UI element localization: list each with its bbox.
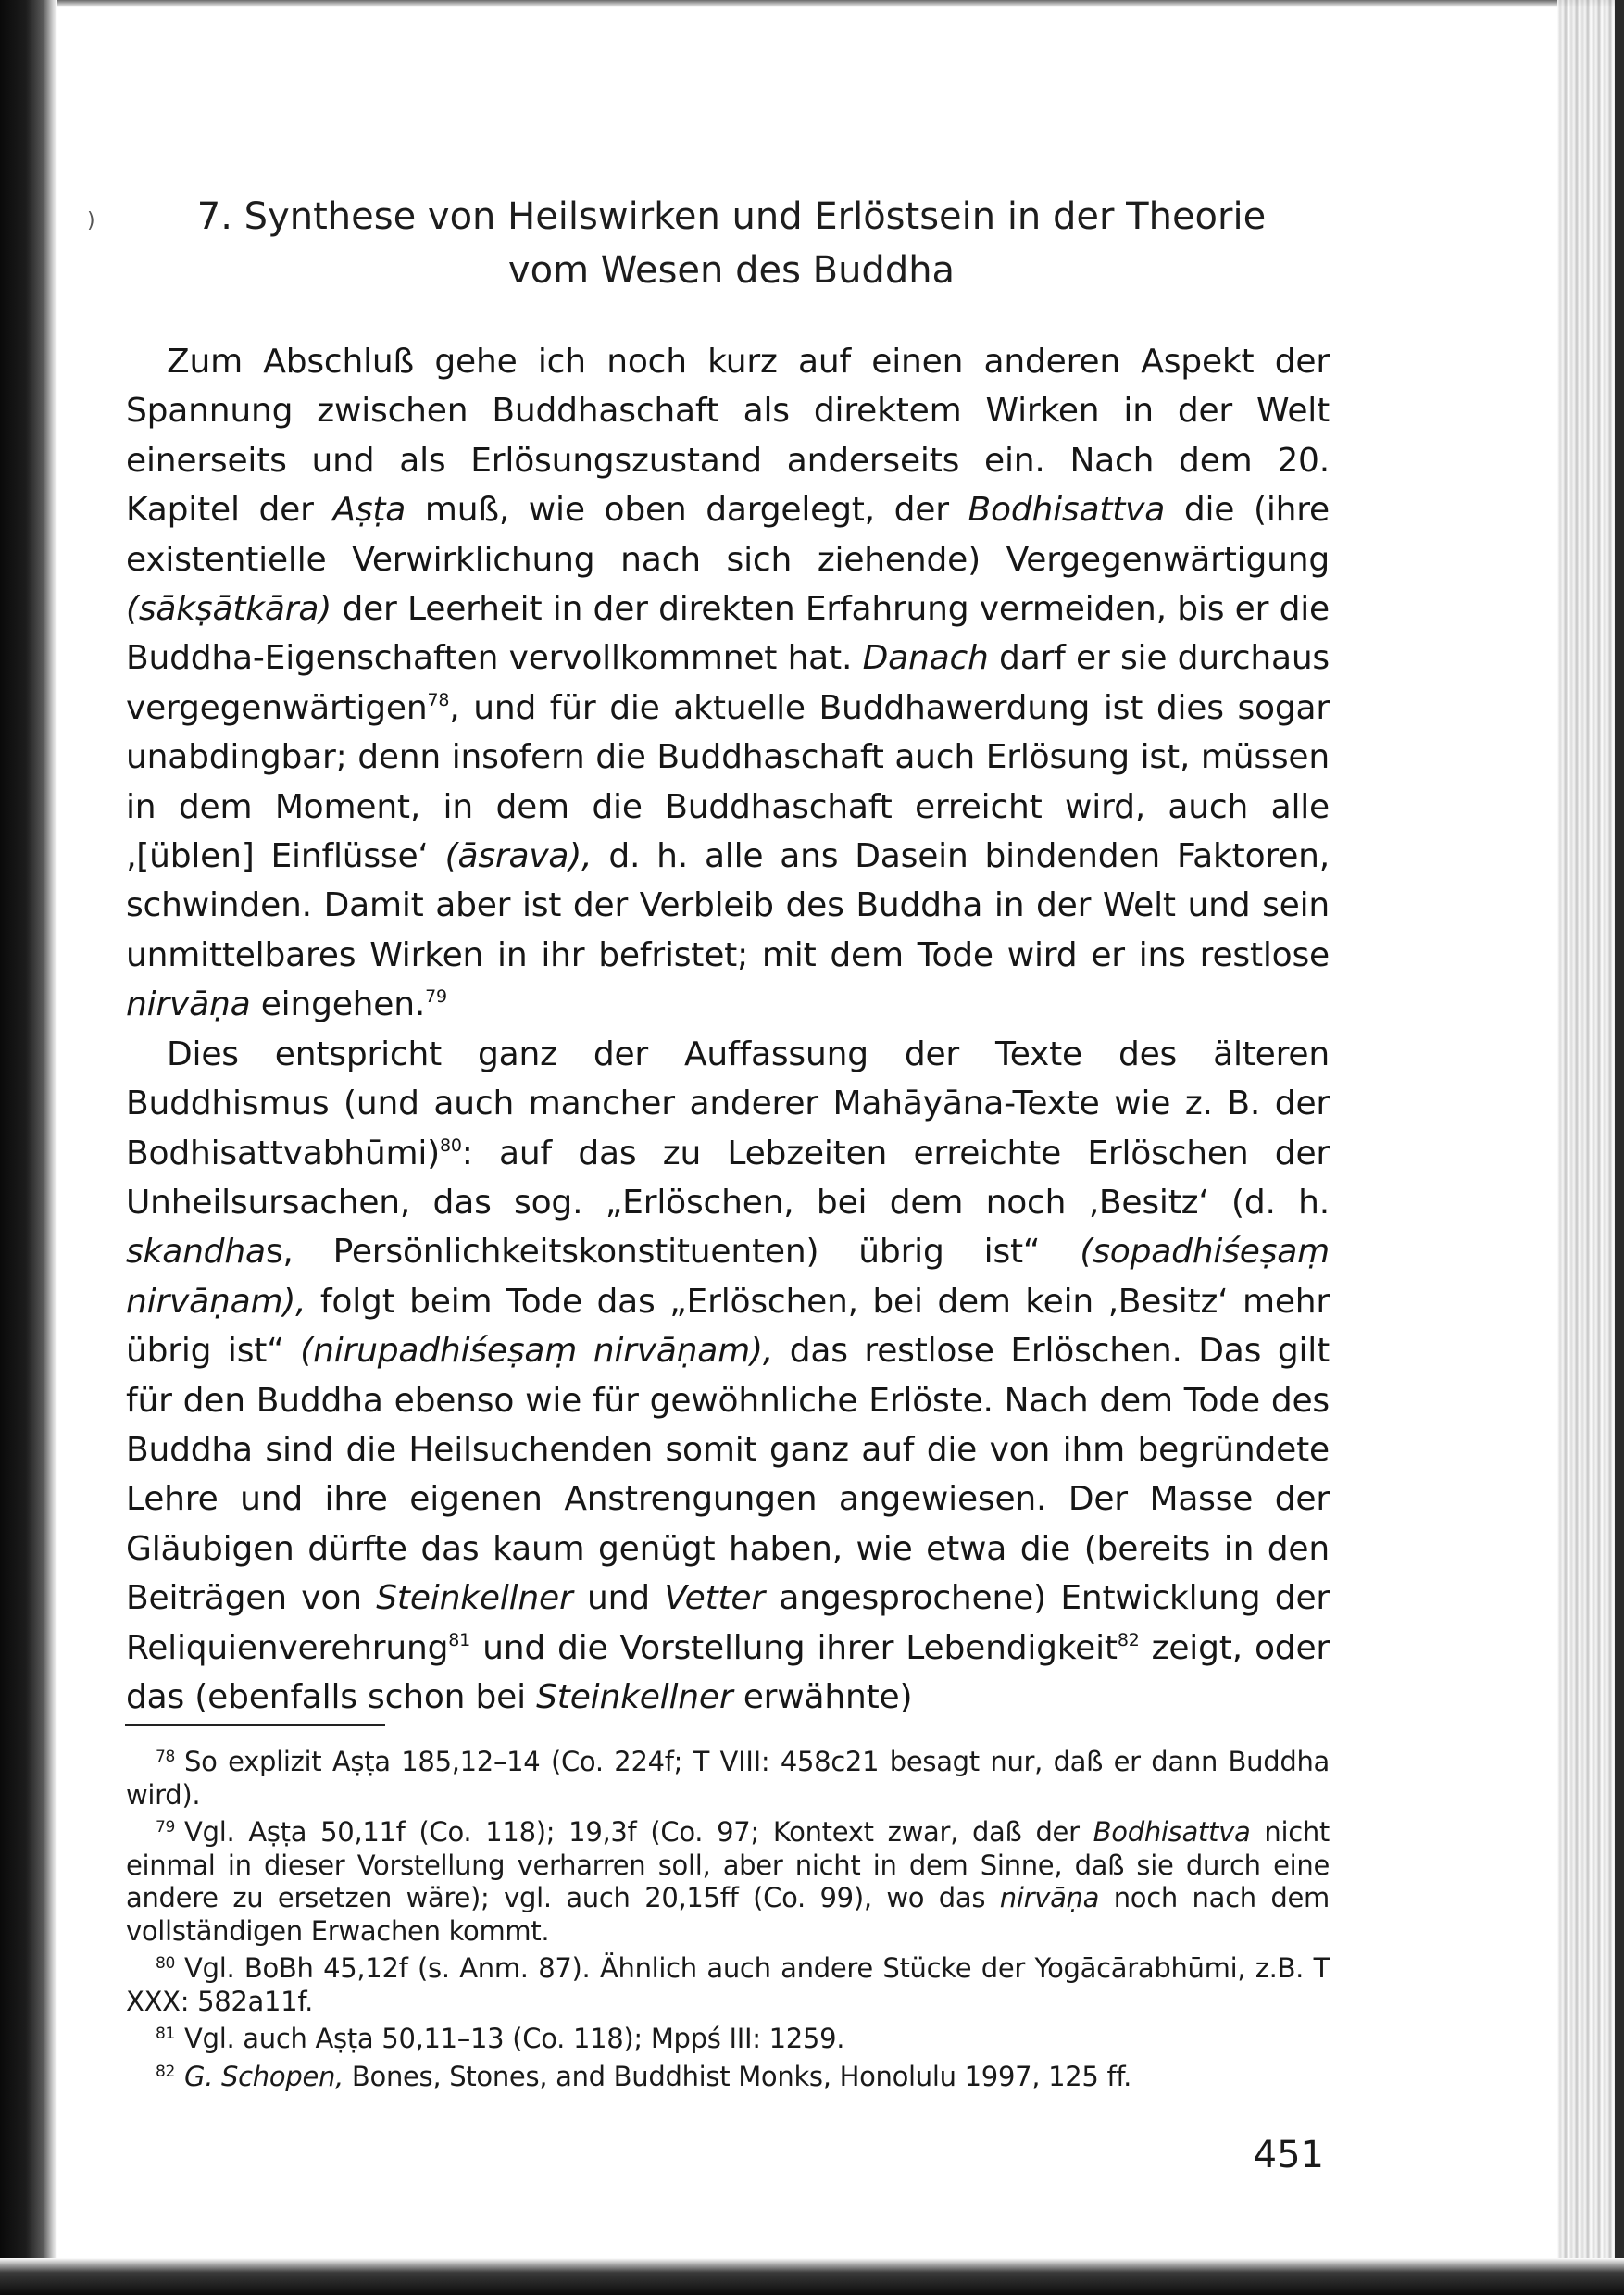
footnote-ref-79: 79 bbox=[425, 986, 447, 1008]
scan-bottom-edge bbox=[0, 2258, 1624, 2295]
footnotes bbox=[126, 1741, 1330, 2093]
main-text bbox=[126, 337, 1330, 1722]
footnote-80: $^{80}$ Vgl. BoBh 45,12f (s. Anm. 87). Ähnlich auch andere Stücke der Yogācārabhūmi, z.B. T XXX: 582a11f. bbox=[126, 1952, 1330, 2017]
footnote-81: $^{81}$ Vgl. auch Aṣṭa 50,11–13 (Co. 118); Mppś III: 1259. bbox=[156, 2023, 845, 2054]
heading-line-2: vom Wesen des Buddha bbox=[507, 249, 956, 292]
footnote-79: $^{79}$ Vgl. Aṣṭa 50,11f (Co. 118); 19,3f (Co. 97; Kontext zwar, daß der Bodhisattva nicht einmal in dieser Vorstellung verharren soll, aber nicht in dem Sinne, daß sie durch eine andere zu ersetzen wäre); vgl. auch 20,15ff (Co. 99), wo das nirvāṇa noch nach dem vollständigen Erwachen kommt. bbox=[126, 1816, 1330, 1947]
footnote-ref-80: 80 bbox=[440, 1135, 462, 1156]
footnote-82: $^{82}$ G. Schopen, Bones, Stones, and Buddhist Monks, Honolulu 1997, 125 ff. bbox=[156, 2060, 1132, 2092]
section-heading bbox=[167, 190, 1296, 297]
footnote-divider bbox=[125, 1724, 385, 1726]
scan-binding-shadow bbox=[0, 0, 57, 2295]
paragraph-1: Zum Abschluß gehe ich noch kurz auf einen anderen Aspekt der Spannung zwischen Buddhaschaft als direktem Wirken in der Welt einerseits und als Erlösungszustand anderseits ein. Nach dem 20. Kapitel der Aṣṭa muß, wie oben dargelegt, der Bodhisattva die (ihre existentielle Verwirklichung nach sich ziehende) Vergegenwärtigung (sākṣātkāra) der Leerheit in der direkten Erfahrung vermeiden, bis er die Buddha-Eigenschaften vervollkommnet hat. Danach darf er sie durchaus vergegenwärtigen$^{78}$, und für die aktuelle Buddhawerdung ist dies sogar unabdingbar; denn insofern die Buddhaschaft auch Erlösung ist, müssen in dem Moment, in dem die Buddhaschaft erreicht wird, auch alle ‚[üblen] Einflüsse‘ (āsrava), d. h. alle ans Dasein bindenden Faktoren, schwinden. Damit aber ist der Verbleib des Buddha in der Welt und sein unmittelbares Wirken in ihr befristet; mit dem Tode wird er ins restlose nirvāṇa eingehen.$^{79}$ bbox=[126, 343, 1330, 1024]
footnote-78: $^{78}$ So explizit Aṣṭa 185,12–14 (Co. 224f; T VIII: 458c21 besagt nur, daß er dann Buddha wird). bbox=[126, 1746, 1330, 1811]
paragraph-2: Dies entspricht ganz der Auffassung der Texte des älteren Buddhismus (und auch mancher anderer Mahāyāna-Texte wie z. B. der Bodhisattvabhūmi)$^{80}$: auf das zu Lebzeiten erreichte Erlöschen der Unheilsursachen, das sog. „Erlöschen, bei dem noch ‚Besitz‘ (d. h. skandhas, Persönlichkeitskonstituenten) übrig ist“ (sopadhiśeṣaṃ nirvāṇam), folgt beim Tode das „Erlöschen, bei dem kein ‚Besitz‘ mehr übrig ist“ (nirupadhiśeṣaṃ nirvāṇam), das restlose Erlöschen. Das gilt für den Buddha ebenso wie für gewöhnliche Erlöste. Nach dem Tode des Buddha sind die Heilsuchenden somit ganz auf die von ihm begründete Lehre und ihre eigenen Anstrengungen angewiesen. Der Masse der Gläubigen dürfte das kaum genügt haben, wie etwa die (bereits in den Beiträgen von Steinkellner und Vetter angesprochene) Entwicklung der Reliquienverehrung$^{81}$ und die Vorstellung ihrer Lebendigkeit$^{82}$ zeigt, oder das (ebenfalls schon bei Steinkellner erwähnte) bbox=[126, 1035, 1330, 1716]
scan-right-border bbox=[1615, 0, 1624, 2295]
heading-line-1: 7. Synthese von Heilswirken und Erlöstsein in der Theorie bbox=[196, 195, 1267, 238]
footnote-ref-81: 81 bbox=[448, 1629, 471, 1650]
page-number: 451 bbox=[1253, 2134, 1324, 2176]
footnote-ref-78: 78 bbox=[427, 689, 450, 710]
scan-top-edge bbox=[0, 0, 1624, 7]
margin-mark: ) bbox=[87, 209, 95, 232]
footnote-ref-82: 82 bbox=[1117, 1629, 1140, 1650]
